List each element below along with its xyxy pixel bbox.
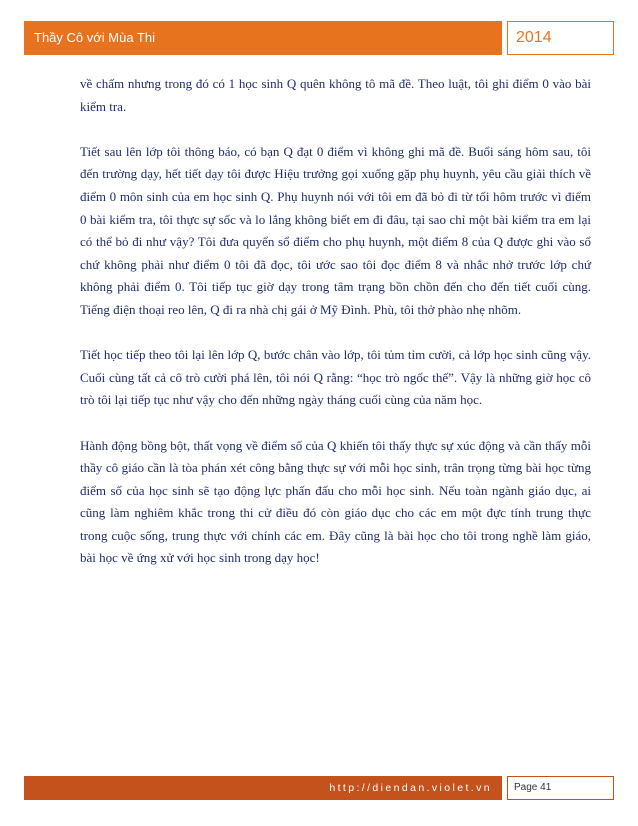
header-year: 2014 bbox=[507, 21, 614, 55]
header-title: Thầy Cô với Mùa Thi bbox=[24, 21, 502, 55]
document-body bbox=[80, 73, 591, 593]
paragraph: Tiết sau lên lớp tôi thông báo, có bạn Q đạt 0 điểm vì không ghi mã đề. Buổi sáng hôm sau, tôi đến trường dạy, hết tiết dạy tôi được Hiệu trưởng gọi xuống gặp phụ huynh, yêu cầu giải thích về điểm 0 môn sinh của em học sinh Q. Phụ huynh nói với tôi em đã bỏ đi từ tối hôm trước vì điểm 0 bài kiểm tra, tôi thực sự sốc và lo lắng không biết em đi đâu, tại sao chỉ một bài kiểm tra em lại có thể bỏ đi như vậy? Tôi đưa quyển sổ điểm cho phụ huynh, một điểm 8 của Q được ghi vào sổ chứ không phải như điểm 0 tôi đã đọc, tôi ước sao tôi đọc điểm 8 và nhắc nhở trước lớp chứ không phải điểm 0. Tôi tiếp tục giờ dạy trong tâm trạng bồn chồn đến cho đến tiết cuối cùng. Tiếng điện thoại reo lên, Q đi ra nhà chị gái ở Mỹ Đình. Phù, tôi thở phào nhẹ nhõm. bbox=[80, 143, 591, 317]
page-number: Page 41 bbox=[507, 776, 614, 800]
page-header bbox=[24, 21, 614, 55]
paragraph: Hành động bồng bột, thất vọng về điểm số của Q khiến tôi thấy thực sự xúc động và cần thấy mỗi thầy cô giáo cần là tòa phán xét công bằng thực sự với mỗi học sinh, trân trọng từng bài học từng điểm số của học sinh sẽ tạo động lực phấn đấu cho mỗi học sinh. Nếu toàn ngành giáo dục, ai cũng làm nghiêm khắc trong thi cử điều đó còn giáo dục cho các em một đực tính trung thực trong cuộc sống, trung thực với chính các em. Đây cũng là bài học cho tôi trong nghề làm giáo, bài học về ứng xử với học sinh trong dạy học! bbox=[80, 437, 591, 566]
footer-url: http://diendan.violet.vn bbox=[24, 776, 502, 800]
paragraph: Tiết học tiếp theo tôi lại lên lớp Q, bước chân vào lớp, tôi tủm tỉm cười, cả lớp học sinh cũng vậy. Cuối cùng tất cả cô trò cười phá lên, tôi nói Q rằng: “học trò ngốc thế”. Vậy là những giờ học cô trò tôi lại tiếp tục như vậy cho đến những ngày tháng cuối cùng của năm học. bbox=[80, 347, 591, 408]
paragraph: về chấm nhưng trong đó có 1 học sinh Q quên không tô mã đề. Theo luật, tôi ghi điểm 0 vào bài kiểm tra. bbox=[80, 76, 591, 114]
page-footer bbox=[24, 776, 614, 800]
